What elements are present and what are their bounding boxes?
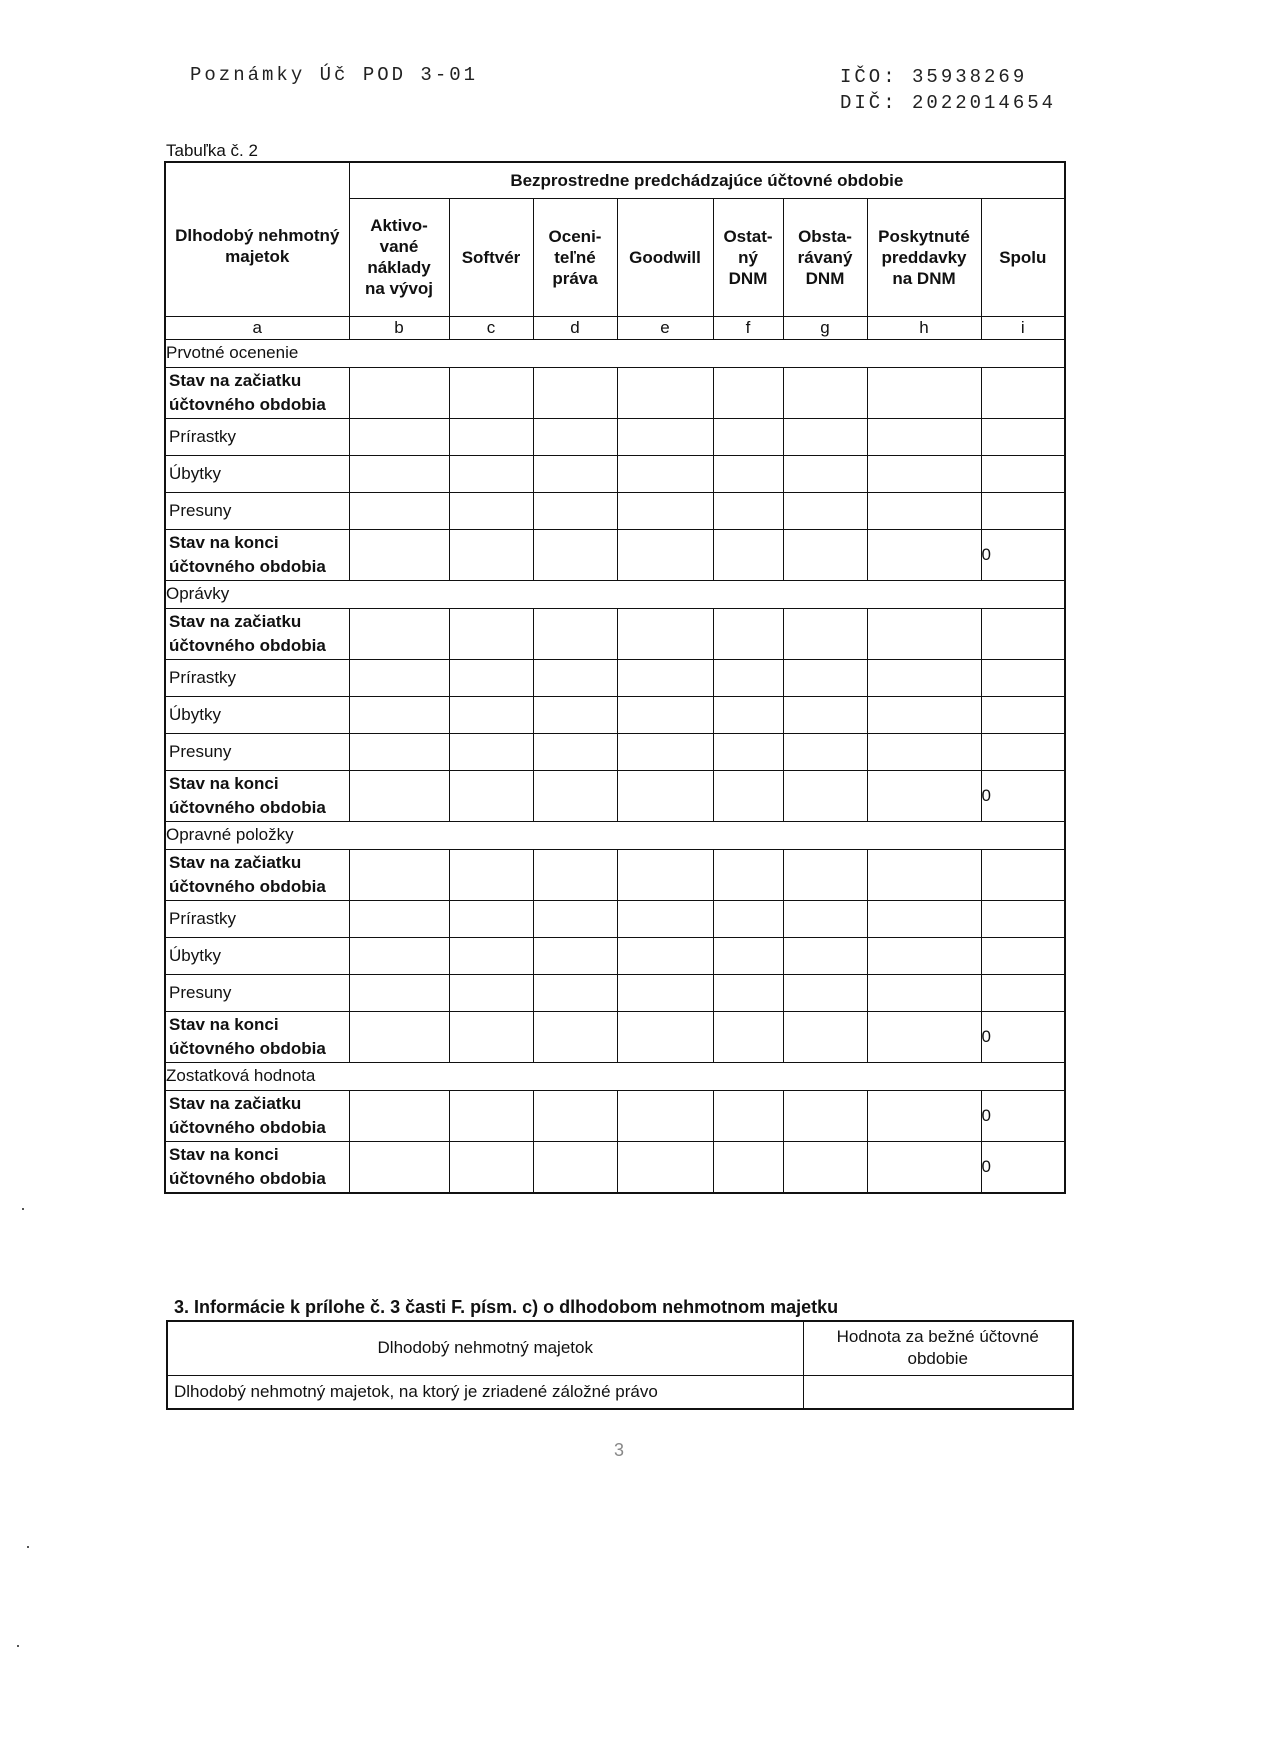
row-label: Prírastky bbox=[165, 659, 349, 696]
value-cell bbox=[783, 1141, 867, 1193]
value-cell bbox=[533, 529, 617, 580]
table-row bbox=[165, 733, 1065, 770]
value-cell bbox=[783, 455, 867, 492]
row-label: Presuny bbox=[165, 492, 349, 529]
total-cell bbox=[981, 849, 1065, 900]
value-cell bbox=[713, 849, 783, 900]
row-label: Stav na konci účtovného obdobia bbox=[165, 1011, 349, 1062]
value-cell bbox=[783, 492, 867, 529]
value-cell bbox=[349, 492, 449, 529]
value-cell bbox=[867, 937, 981, 974]
value-cell bbox=[533, 659, 617, 696]
value-cell bbox=[867, 696, 981, 733]
row-label: Stav na začiatku účtovného obdobia bbox=[165, 367, 349, 418]
column-header: Ostat- ný DNM bbox=[713, 198, 783, 316]
value-cell bbox=[713, 696, 783, 733]
value-cell bbox=[713, 492, 783, 529]
value-cell bbox=[617, 1141, 713, 1193]
value-cell bbox=[449, 492, 533, 529]
row-label: Stav na začiatku účtovného obdobia bbox=[165, 849, 349, 900]
table-row bbox=[165, 608, 1065, 659]
value-cell bbox=[783, 608, 867, 659]
total-cell: 0 bbox=[981, 1141, 1065, 1193]
value-cell bbox=[617, 529, 713, 580]
intangible-assets-table bbox=[164, 161, 1066, 1194]
scan-speck bbox=[27, 1546, 29, 1548]
value-cell bbox=[713, 367, 783, 418]
row-label: Stav na začiatku účtovného obdobia bbox=[165, 1090, 349, 1141]
value-cell bbox=[783, 418, 867, 455]
first-column-header: Dlhodobý nehmotný majetok bbox=[165, 162, 349, 316]
value-cell bbox=[349, 1141, 449, 1193]
total-cell bbox=[981, 455, 1065, 492]
total-cell: 0 bbox=[981, 1011, 1065, 1062]
value-cell bbox=[533, 418, 617, 455]
value-cell bbox=[617, 770, 713, 821]
table-row bbox=[165, 367, 1065, 418]
value-cell bbox=[449, 849, 533, 900]
table-row bbox=[165, 529, 1065, 580]
value-cell bbox=[449, 900, 533, 937]
pledged-assets-table bbox=[166, 1320, 1074, 1410]
value-cell bbox=[713, 1011, 783, 1062]
value-cell bbox=[349, 608, 449, 659]
value-cell bbox=[449, 659, 533, 696]
table-row bbox=[165, 974, 1065, 1011]
value-cell bbox=[783, 529, 867, 580]
scan-speck bbox=[17, 1645, 19, 1647]
value-cell bbox=[349, 770, 449, 821]
row-label: Úbytky bbox=[165, 455, 349, 492]
value-cell bbox=[349, 974, 449, 1011]
value-cell bbox=[783, 367, 867, 418]
value-cell bbox=[783, 937, 867, 974]
value-cell bbox=[449, 1090, 533, 1141]
value-cell bbox=[713, 418, 783, 455]
value-cell bbox=[349, 418, 449, 455]
value-cell bbox=[349, 659, 449, 696]
total-cell bbox=[981, 733, 1065, 770]
table-row bbox=[165, 455, 1065, 492]
table-row bbox=[165, 1141, 1065, 1193]
table-row bbox=[165, 1011, 1065, 1062]
row-label: Stav na konci účtovného obdobia bbox=[165, 1141, 349, 1193]
pledged-row-value bbox=[803, 1375, 1073, 1409]
column-letter: b bbox=[349, 316, 449, 339]
value-cell bbox=[617, 733, 713, 770]
value-cell bbox=[449, 937, 533, 974]
table-row bbox=[165, 418, 1065, 455]
value-cell bbox=[867, 367, 981, 418]
value-cell bbox=[867, 418, 981, 455]
table-row bbox=[165, 937, 1065, 974]
value-cell bbox=[533, 1141, 617, 1193]
value-cell bbox=[867, 849, 981, 900]
value-cell bbox=[449, 974, 533, 1011]
value-cell bbox=[713, 1141, 783, 1193]
column-letter: f bbox=[713, 316, 783, 339]
column-header: Aktivo- vané náklady na vývoj bbox=[349, 198, 449, 316]
row-label: Stav na konci účtovného obdobia bbox=[165, 529, 349, 580]
value-cell bbox=[713, 1090, 783, 1141]
total-cell bbox=[981, 900, 1065, 937]
column-header: Goodwill bbox=[617, 198, 713, 316]
value-cell bbox=[783, 1011, 867, 1062]
value-cell bbox=[349, 696, 449, 733]
table-row bbox=[165, 1090, 1065, 1141]
value-cell bbox=[349, 1011, 449, 1062]
value-cell bbox=[867, 455, 981, 492]
value-cell bbox=[867, 900, 981, 937]
total-cell: 0 bbox=[981, 770, 1065, 821]
value-cell bbox=[349, 937, 449, 974]
value-cell bbox=[533, 492, 617, 529]
value-cell bbox=[533, 974, 617, 1011]
value-cell bbox=[449, 733, 533, 770]
value-cell bbox=[533, 733, 617, 770]
value-cell bbox=[533, 367, 617, 418]
total-cell bbox=[981, 367, 1065, 418]
value-cell bbox=[533, 770, 617, 821]
value-cell bbox=[533, 937, 617, 974]
value-cell bbox=[533, 455, 617, 492]
value-cell bbox=[449, 770, 533, 821]
document-title: Poznámky Úč POD 3-01 bbox=[190, 64, 479, 86]
value-cell bbox=[783, 1090, 867, 1141]
value-cell bbox=[533, 849, 617, 900]
value-cell bbox=[713, 529, 783, 580]
value-cell bbox=[617, 492, 713, 529]
row-label: Úbytky bbox=[165, 937, 349, 974]
value-cell bbox=[713, 974, 783, 1011]
value-cell bbox=[867, 1141, 981, 1193]
section-title: Zostatková hodnota bbox=[165, 1062, 1065, 1090]
value-cell bbox=[449, 1011, 533, 1062]
scan-speck bbox=[22, 1208, 24, 1210]
total-cell: 0 bbox=[981, 1090, 1065, 1141]
value-cell bbox=[449, 696, 533, 733]
table-row bbox=[165, 659, 1065, 696]
value-cell bbox=[617, 1090, 713, 1141]
value-cell bbox=[783, 974, 867, 1011]
value-cell bbox=[349, 733, 449, 770]
section-3-title: 3. Informácie k prílohe č. 3 časti F. písm. c) o dlhodobom nehmotnom majetku bbox=[174, 1297, 839, 1317]
value-cell bbox=[533, 1011, 617, 1062]
value-cell bbox=[533, 608, 617, 659]
value-cell bbox=[349, 367, 449, 418]
value-cell bbox=[617, 455, 713, 492]
value-cell bbox=[533, 696, 617, 733]
column-letter: c bbox=[449, 316, 533, 339]
table-row bbox=[165, 770, 1065, 821]
column-header: Softvér bbox=[449, 198, 533, 316]
value-cell bbox=[617, 367, 713, 418]
section-title: Opravné položky bbox=[165, 821, 1065, 849]
column-header: Obsta- rávaný DNM bbox=[783, 198, 867, 316]
pledged-col1-header: Dlhodobý nehmotný majetok bbox=[167, 1321, 803, 1375]
value-cell bbox=[783, 900, 867, 937]
value-cell bbox=[533, 1090, 617, 1141]
column-header: Poskytnuté preddavky na DNM bbox=[867, 198, 981, 316]
value-cell bbox=[783, 659, 867, 696]
column-header: Oceni- teľné práva bbox=[533, 198, 617, 316]
total-cell bbox=[981, 696, 1065, 733]
value-cell bbox=[713, 770, 783, 821]
table-caption: Tabuľka č. 2 bbox=[166, 141, 258, 160]
value-cell bbox=[713, 937, 783, 974]
table-row bbox=[165, 696, 1065, 733]
page-number: 3 bbox=[614, 1440, 625, 1460]
ico-number: IČO: 35938269 bbox=[840, 66, 1028, 88]
column-letter: h bbox=[867, 316, 981, 339]
value-cell bbox=[533, 900, 617, 937]
period-group-header: Bezprostredne predchádzajúce účtovné obdobie bbox=[349, 162, 1065, 198]
value-cell bbox=[349, 529, 449, 580]
value-cell bbox=[713, 659, 783, 696]
table-row bbox=[165, 900, 1065, 937]
value-cell bbox=[867, 492, 981, 529]
value-cell bbox=[713, 733, 783, 770]
value-cell bbox=[783, 849, 867, 900]
value-cell bbox=[617, 900, 713, 937]
total-cell bbox=[981, 974, 1065, 1011]
value-cell bbox=[617, 849, 713, 900]
row-label: Prírastky bbox=[165, 418, 349, 455]
value-cell bbox=[867, 659, 981, 696]
value-cell bbox=[867, 770, 981, 821]
total-cell bbox=[981, 492, 1065, 529]
value-cell bbox=[867, 608, 981, 659]
column-letter: g bbox=[783, 316, 867, 339]
row-label: Stav na konci účtovného obdobia bbox=[165, 770, 349, 821]
value-cell bbox=[617, 659, 713, 696]
value-cell bbox=[867, 974, 981, 1011]
pledged-col2-header: Hodnota za bežné účtovné obdobie bbox=[803, 1321, 1073, 1375]
total-cell bbox=[981, 937, 1065, 974]
value-cell bbox=[783, 770, 867, 821]
row-label: Úbytky bbox=[165, 696, 349, 733]
column-letter: a bbox=[165, 316, 349, 339]
row-label: Stav na začiatku účtovného obdobia bbox=[165, 608, 349, 659]
total-cell bbox=[981, 608, 1065, 659]
column-letter: e bbox=[617, 316, 713, 339]
total-cell bbox=[981, 418, 1065, 455]
value-cell bbox=[449, 418, 533, 455]
table-row bbox=[165, 492, 1065, 529]
value-cell bbox=[449, 367, 533, 418]
value-cell bbox=[617, 418, 713, 455]
value-cell bbox=[713, 900, 783, 937]
column-header: Spolu bbox=[981, 198, 1065, 316]
value-cell bbox=[617, 696, 713, 733]
value-cell bbox=[449, 608, 533, 659]
table-row bbox=[165, 849, 1065, 900]
pledged-row-label: Dlhodobý nehmotný majetok, na ktorý je zriadené záložné právo bbox=[167, 1375, 803, 1409]
value-cell bbox=[617, 937, 713, 974]
company-ids bbox=[840, 64, 1056, 116]
row-label: Prírastky bbox=[165, 900, 349, 937]
value-cell bbox=[349, 455, 449, 492]
value-cell bbox=[713, 455, 783, 492]
column-letter: i bbox=[981, 316, 1065, 339]
value-cell bbox=[867, 529, 981, 580]
value-cell bbox=[867, 733, 981, 770]
value-cell bbox=[349, 1090, 449, 1141]
row-label: Presuny bbox=[165, 733, 349, 770]
value-cell bbox=[617, 974, 713, 1011]
value-cell bbox=[617, 608, 713, 659]
section-title: Prvotné ocenenie bbox=[165, 339, 1065, 367]
value-cell bbox=[449, 1141, 533, 1193]
value-cell bbox=[867, 1011, 981, 1062]
total-cell: 0 bbox=[981, 529, 1065, 580]
value-cell bbox=[867, 1090, 981, 1141]
row-label: Presuny bbox=[165, 974, 349, 1011]
value-cell bbox=[349, 900, 449, 937]
value-cell bbox=[349, 849, 449, 900]
value-cell bbox=[783, 733, 867, 770]
column-letter: d bbox=[533, 316, 617, 339]
value-cell bbox=[783, 696, 867, 733]
total-cell bbox=[981, 659, 1065, 696]
dic-number: DIČ: 2022014654 bbox=[840, 92, 1057, 114]
value-cell bbox=[449, 529, 533, 580]
section-title: Oprávky bbox=[165, 580, 1065, 608]
value-cell bbox=[713, 608, 783, 659]
value-cell bbox=[449, 455, 533, 492]
value-cell bbox=[617, 1011, 713, 1062]
